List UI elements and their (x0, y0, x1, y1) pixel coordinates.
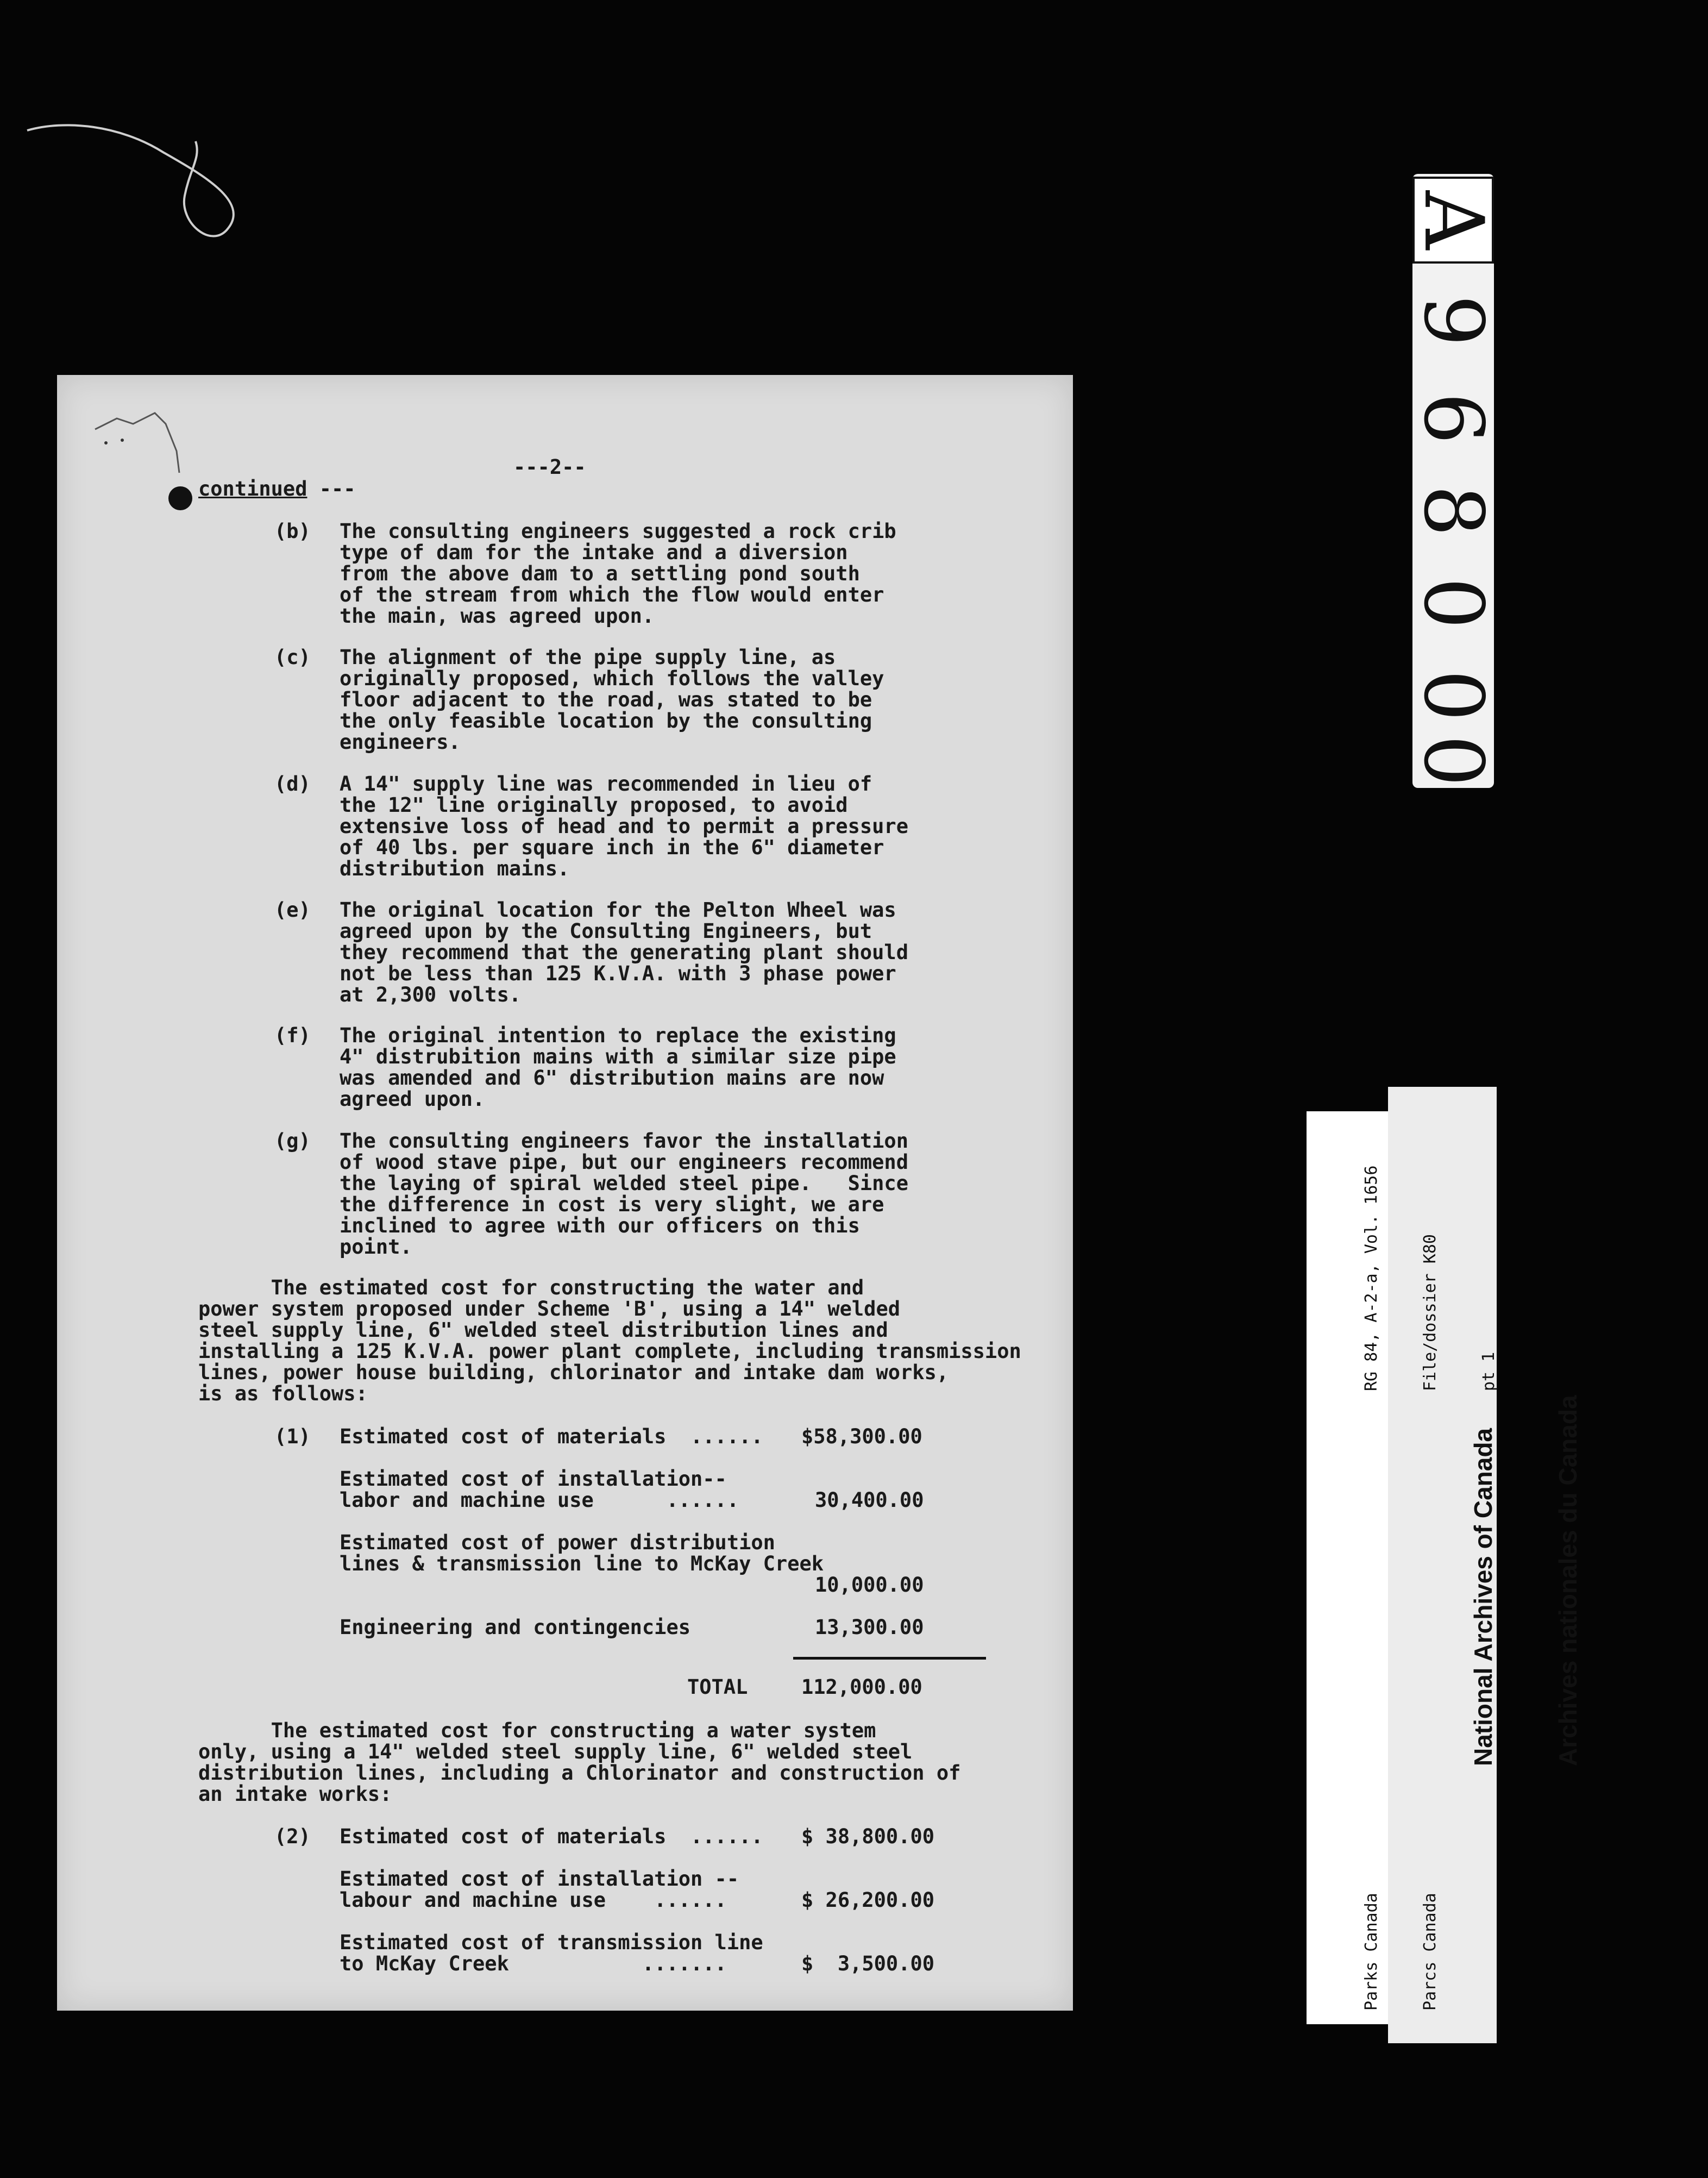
water-only-paragraph: The estimated cost for constructing a water system only, using a 14" welded steel supply line, 6" welded steel distribution lines, including a Chlorinator and construction of an intake works: (198, 1719, 961, 1806)
archive-institution: National Archives of Canada Archives nationales du Canada (1469, 1395, 1582, 1766)
estimate-number: (2) (274, 1825, 311, 1848)
frame-digit: 0 (1406, 669, 1500, 722)
total-rule (793, 1657, 986, 1660)
cost-amount: $ 38,800.00 (801, 1825, 935, 1848)
cost-label: Estimated cost of transmission line to McKay Creek ....... (340, 1931, 763, 1975)
frame-letter: A (1412, 177, 1494, 264)
frame-digit: 6 (1406, 392, 1500, 445)
item-letter: (g) (274, 1129, 311, 1153)
cost-label: Estimated cost of installation-- labor and machine use ...... (340, 1467, 739, 1512)
item-letter: (d) (274, 772, 311, 796)
frame-digit: 9 (1406, 295, 1500, 347)
frame-digit: 0 (1406, 577, 1500, 629)
cost-amount: $58,300.00 (801, 1425, 922, 1448)
cost-label: Estimated cost of power distribution lines & transmission line to McKay Creek (340, 1531, 824, 1575)
total-label: TOTAL (687, 1675, 748, 1699)
cost-label: Estimated cost of materials ...... (340, 1425, 763, 1448)
estimate-number: (1) (274, 1425, 311, 1448)
page-mark (84, 397, 215, 484)
continued-heading: continued --- (198, 477, 356, 500)
thread-fibre (22, 120, 239, 250)
item-text: The original location for the Pelton Wheel was agreed upon by the Consulting Engineers, but they recommend that the generating plant should not be less than 125 K.V.A. with 3 phase power at 2,300 volts. (340, 898, 908, 1006)
item-letter: (e) (274, 898, 311, 922)
archive-agency: Parks Canada Parcs Canada (1362, 1893, 1440, 2011)
item-letter: (c) (274, 646, 311, 669)
item-text: The original intention to replace the existing 4" distrubition mains with a similar size pipe was amended and 6" distribution mains are now agreed upon. (340, 1024, 896, 1111)
cost-amount: 10,000.00 (815, 1573, 924, 1597)
item-text: The consulting engineers favor the installation of wood stave pipe, but our engineers recommend the laying of spiral welded steel pipe. Since the difference in cost is very slight, we are inclined to agree with our officers on this point. (340, 1129, 908, 1259)
total-amount: 112,000.00 (801, 1675, 922, 1699)
item-text: A 14" supply line was recommended in lieu of the 12" line originally proposed, to avoid extensive loss of head and to permit a pressure of 40 lbs. per square inch in the 6" diameter distribution mains. (340, 772, 908, 880)
scheme-b-paragraph: The estimated cost for constructing the water and power system proposed under Scheme 'B', using a 14" welded steel supply line, 6" welded steel distribution lines and installing a 125 K.V.A. power plant complete, including transmission lines, power house building, chlorinator and intake dam works, is as follows: (198, 1276, 1021, 1405)
item-letter: (b) (274, 520, 311, 543)
cost-label: Estimated cost of installation -- labour and machine use ...... (340, 1867, 739, 1912)
cost-amount: $ 3,500.00 (801, 1952, 935, 1975)
page-number: ---2-- (513, 455, 586, 479)
punch-mark (168, 486, 192, 510)
cost-amount: $ 26,200.00 (801, 1888, 935, 1912)
archive-reference: RG 84, A-2-a, Vol. 1656 File/dossier K80 pt 1 (1362, 1165, 1498, 1391)
cost-label: Engineering and contingencies (340, 1616, 691, 1639)
cost-label: Estimated cost of materials ...... (340, 1825, 763, 1848)
frame-digit: 8 (1406, 485, 1500, 537)
document-page (57, 375, 1073, 2011)
item-letter: (f) (274, 1024, 311, 1047)
cost-amount: 13,300.00 (815, 1616, 924, 1639)
frame-digit: 0 (1406, 735, 1500, 787)
cost-amount: 30,400.00 (815, 1488, 924, 1512)
item-text: The alignment of the pipe supply line, as originally proposed, which follows the valley floor adjacent to the road, was stated to be the only feasible location by the consulting engineers. (340, 646, 884, 754)
item-text: The consulting engineers suggested a rock crib type of dam for the intake and a diversion from the above dam to a settling pond south of the stream from which the flow would enter the main, was agreed upon. (340, 520, 896, 628)
